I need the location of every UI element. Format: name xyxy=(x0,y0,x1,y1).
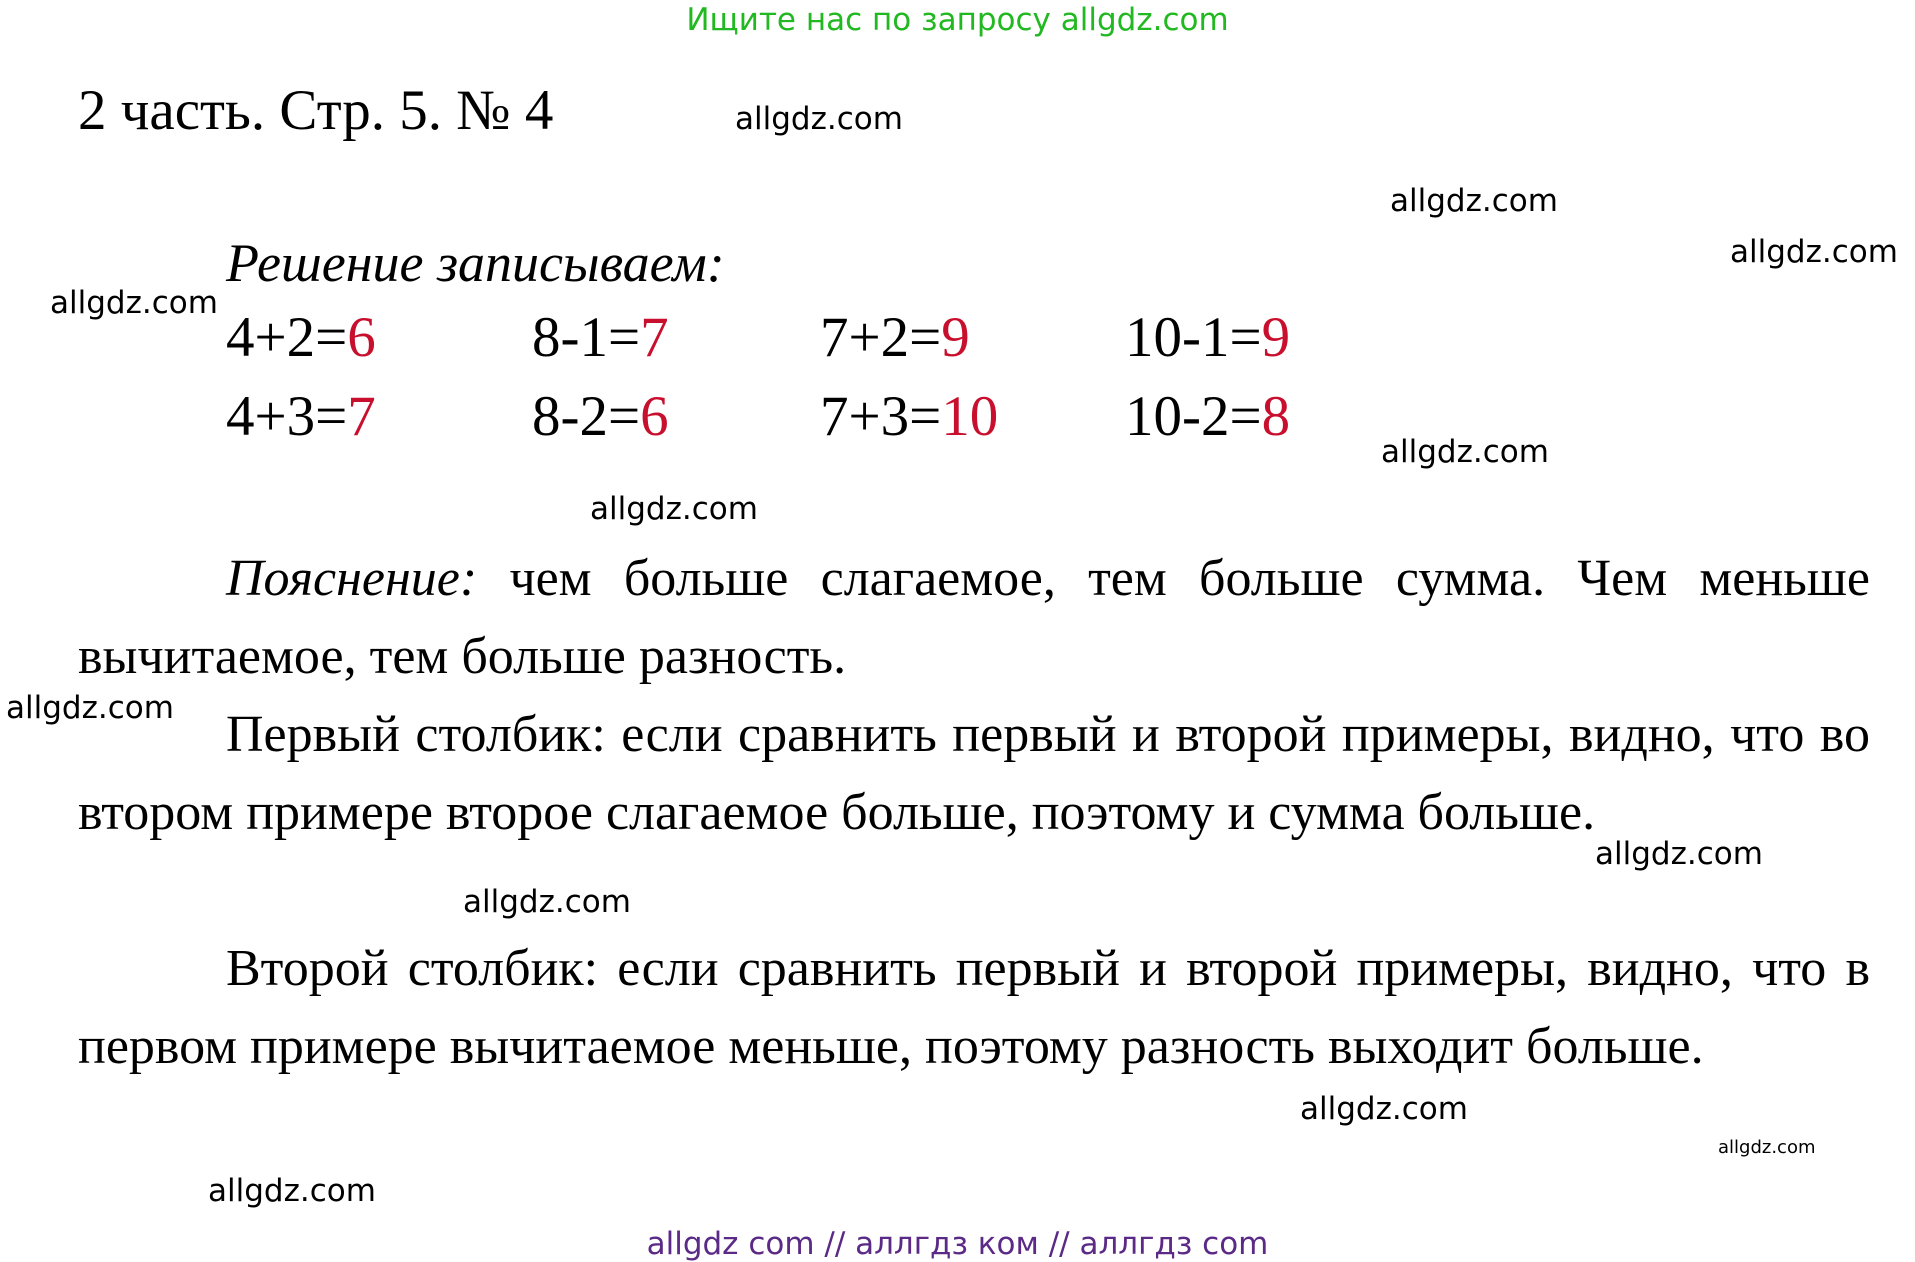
second-column-paragraph: Второй столбик: если сравнить первый и второй примеры, видно, что в первом примере вычитаемое меньше, поэтому разность выходит больше. xyxy=(78,940,1870,1075)
watermark: allgdz.com xyxy=(1390,183,1558,219)
solution-label: Решение записываем: xyxy=(226,233,725,293)
answer: 6 xyxy=(347,306,376,369)
watermark: allgdz.com xyxy=(463,884,631,920)
answer: 7 xyxy=(640,306,669,369)
equation-7: 7+3=10 xyxy=(820,385,999,448)
equation-2: 8-1=7 xyxy=(532,306,669,369)
answer: 6 xyxy=(640,385,669,448)
watermark: allgdz.com xyxy=(208,1173,376,1209)
watermark: allgdz.com xyxy=(1300,1091,1468,1127)
page-title: 2 часть. Стр. 5. № 4 xyxy=(78,79,554,142)
watermark: allgdz.com xyxy=(735,101,903,137)
watermark: allgdz.com xyxy=(1595,836,1763,872)
watermark: allgdz.com xyxy=(590,491,758,527)
watermark: allgdz.com xyxy=(1718,1137,1816,1158)
top-banner: Ищите нас по запросу allgdz.com xyxy=(686,2,1229,38)
bottom-banner: allgdz com // аллгдз ком // аллгдз com xyxy=(646,1226,1269,1262)
equation-5: 4+3=7 xyxy=(226,385,376,448)
equation-4: 10-1=9 xyxy=(1125,306,1291,369)
first-column-paragraph: Первый столбик: если сравнить первый и второй примеры, видно, что во втором примере второе слагаемое больше, поэтому и сумма больше. xyxy=(78,706,1870,841)
answer: 7 xyxy=(347,385,376,448)
watermark: allgdz.com xyxy=(6,690,174,726)
equation-1: 4+2=6 xyxy=(226,306,376,369)
answer: 10 xyxy=(941,385,999,448)
equation-8: 10-2=8 xyxy=(1125,385,1291,448)
watermark: allgdz.com xyxy=(50,285,218,321)
equation-3: 7+2=9 xyxy=(820,306,970,369)
explanation-paragraph xyxy=(78,540,1870,696)
answer: 9 xyxy=(941,306,970,369)
answer: 9 xyxy=(1261,306,1291,369)
equation-6: 8-2=6 xyxy=(532,385,669,448)
answer: 8 xyxy=(1261,385,1291,448)
watermark: allgdz.com xyxy=(1381,434,1549,470)
watermark: allgdz.com xyxy=(1730,234,1898,270)
explanation-text: чем больше слагаемое, тем больше сумма. Чем меньше вычитаемое, тем больше разность. xyxy=(78,550,1870,685)
explanation-label: Пояснение: xyxy=(226,550,478,607)
